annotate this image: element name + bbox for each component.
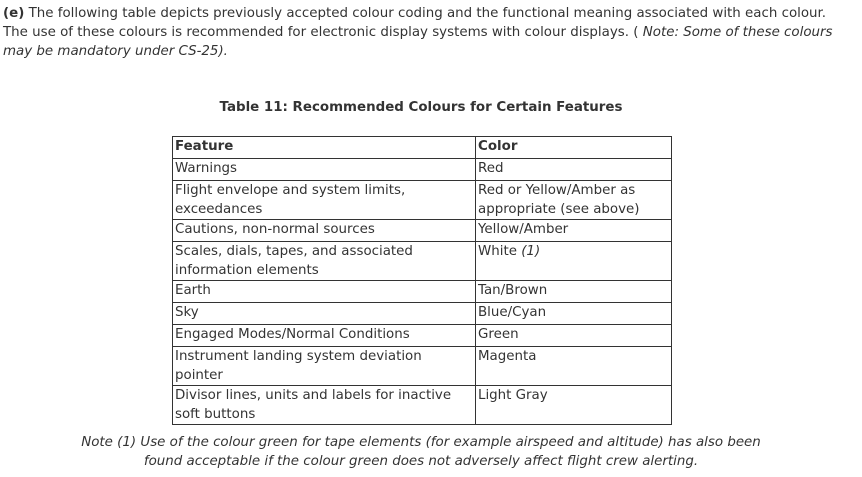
color-cell (476, 220, 672, 242)
feature-cell: Divisor lines, units and labels for inactive soft buttons (173, 386, 476, 425)
note-reference: (1) (521, 244, 541, 259)
color-cell (476, 347, 672, 386)
table-caption: Table 11: Recommended Colours for Certain Features (219, 100, 623, 115)
feature-cell: Flight envelope and system limits, exceedances (173, 181, 476, 220)
color-cell (476, 303, 672, 325)
color-value: Red or Yellow/Amber as appropriate (see above) (478, 183, 640, 217)
table-row (173, 303, 672, 325)
feature-cell: Earth (173, 281, 476, 303)
table-row (173, 386, 672, 425)
intro-label: (e) (3, 6, 25, 21)
color-value: Tan/Brown (478, 283, 548, 298)
feature-cell: Sky (173, 303, 476, 325)
table-row (173, 281, 672, 303)
color-cell (476, 181, 672, 220)
color-value: Blue/Cyan (478, 305, 547, 320)
header-color: Color (476, 137, 672, 159)
feature-cell: Scales, dials, tapes, and associated information elements (173, 242, 476, 281)
intro-text: The following table depicts previously accepted colour coding and the functional meaning associated with each colour. The use of these colours is recommended for electronic display systems with colour displays. ( (3, 6, 827, 40)
color-value: Red (478, 161, 504, 176)
color-cell (476, 325, 672, 347)
color-cell (476, 281, 672, 303)
table-row (173, 347, 672, 386)
feature-cell: Cautions, non-normal sources (173, 220, 476, 242)
table-row (173, 159, 672, 181)
color-value: Light Gray (478, 388, 548, 403)
color-value: Magenta (478, 349, 537, 364)
feature-cell: Warnings (173, 159, 476, 181)
intro-note: Note: Some of these colours may be mandatory under CS-25). (3, 25, 833, 59)
colour-table (172, 136, 672, 425)
feature-cell: Instrument landing system deviation pointer (173, 347, 476, 386)
color-cell (476, 159, 672, 181)
color-value: Yellow/Amber (478, 222, 569, 237)
footnote (0, 433, 842, 471)
intro-paragraph (3, 4, 853, 61)
table-header-row (173, 137, 672, 159)
color-cell (476, 242, 672, 281)
footnote-line-1: Note (1) Use of the colour green for tape elements (for example airspeed and altitude) has also been (81, 435, 761, 450)
header-feature: Feature (173, 137, 476, 159)
table-row (173, 220, 672, 242)
color-value: Green (478, 327, 519, 342)
color-value: White (478, 244, 522, 259)
table-row (173, 242, 672, 281)
table-row (173, 325, 672, 347)
color-cell (476, 386, 672, 425)
feature-cell: Engaged Modes/Normal Conditions (173, 325, 476, 347)
table-row (173, 181, 672, 220)
footnote-line-2: found acceptable if the colour green does not adversely affect flight crew alerting. (143, 454, 699, 469)
